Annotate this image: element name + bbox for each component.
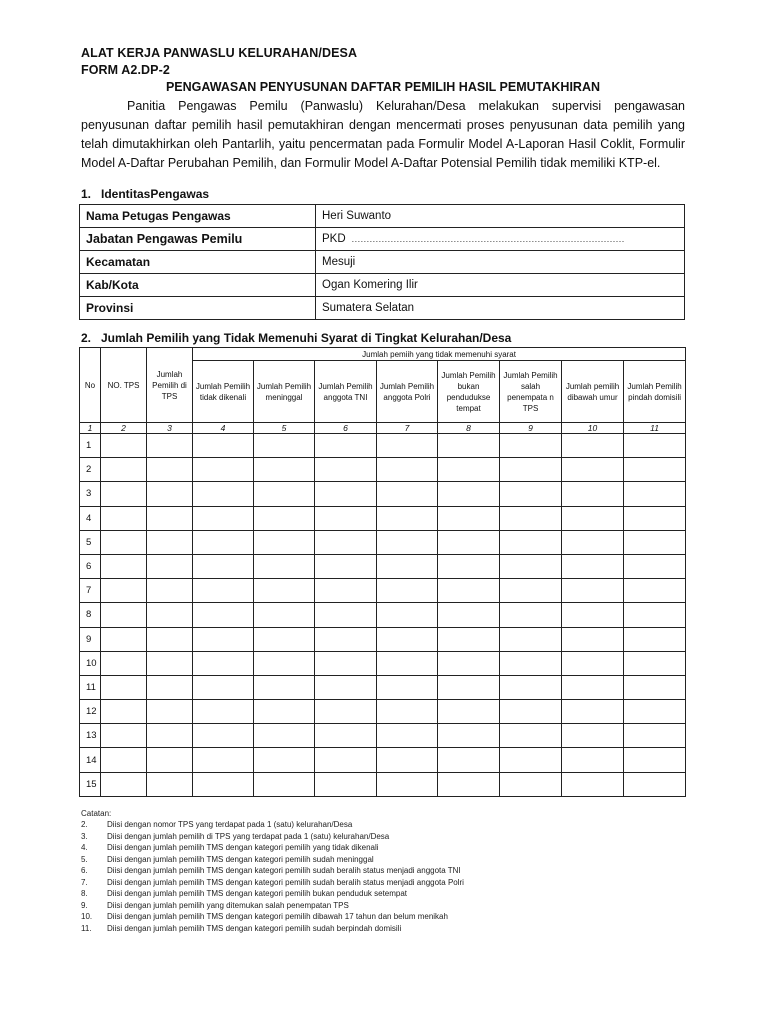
table-cell[interactable]	[147, 748, 193, 772]
table-cell[interactable]	[438, 434, 500, 458]
notes-list	[81, 820, 464, 935]
note-number: 6.	[81, 866, 88, 875]
table-cell[interactable]	[377, 579, 438, 603]
table-cell[interactable]	[438, 724, 500, 748]
row-number: 12	[80, 700, 101, 724]
table-cell[interactable]	[315, 772, 377, 796]
table-cell[interactable]	[193, 748, 254, 772]
col-8-header: Jumlah Pemilih bukan pendudukse tempat	[438, 361, 500, 423]
table-row	[80, 772, 686, 796]
section-2-title: Jumlah Pemilih yang Tidak Memenuhi Syarat di Tingkat Kelurahan/Desa	[101, 331, 512, 345]
tms-header-row-1	[80, 348, 686, 361]
table-cell[interactable]	[500, 675, 562, 699]
table-cell[interactable]	[377, 724, 438, 748]
table-row	[80, 651, 686, 675]
table-cell[interactable]	[562, 434, 624, 458]
row-number: 6	[80, 554, 101, 578]
table-cell[interactable]	[193, 579, 254, 603]
table-cell[interactable]	[438, 603, 500, 627]
table-cell[interactable]	[562, 579, 624, 603]
table-cell[interactable]	[147, 506, 193, 530]
kab-label: Kab/Kota	[80, 274, 316, 297]
table-row	[80, 748, 686, 772]
table-cell[interactable]	[500, 482, 562, 506]
table-cell[interactable]	[377, 675, 438, 699]
col-5-header: Jumlah Pemilih meninggal	[254, 361, 315, 423]
table-cell[interactable]	[438, 772, 500, 796]
table-cell[interactable]	[147, 458, 193, 482]
table-cell[interactable]	[101, 603, 147, 627]
column-index: 9	[500, 423, 562, 434]
table-cell[interactable]	[377, 554, 438, 578]
table-cell[interactable]	[438, 554, 500, 578]
table-row	[80, 579, 686, 603]
table-cell[interactable]	[193, 603, 254, 627]
column-index: 11	[624, 423, 686, 434]
intro-text: Panitia Pengawas Pemilu (Panwaslu) Kelurahan/Desa melakukan supervisi pengawasan penyusunan daftar pemilih hasil pemutakhiran dengan mencermati proses penyusunan data pemilih yang telah dimutakhirkan oleh Pantarlih, yaitu pencermatan pada Formulir Model A-Laporan Hasil Coklit, Formulir Model A-Daftar Perubahan Pemilih, dan Formulir Model A-Daftar Potensial Pemilih tidak memiliki KTP-el.	[81, 99, 685, 170]
table-cell[interactable]	[624, 748, 686, 772]
table-cell[interactable]	[101, 748, 147, 772]
span-header: Jumlah pemiih yang tidak memenuhi syarat	[193, 348, 686, 361]
table-cell[interactable]	[624, 700, 686, 724]
table-row	[80, 603, 686, 627]
table-cell[interactable]	[377, 772, 438, 796]
note-line	[81, 820, 464, 832]
column-index: 3	[147, 423, 193, 434]
nama-label: Nama Petugas Pengawas	[80, 205, 316, 228]
intro-paragraph	[81, 97, 685, 173]
jabatan-dots: ...........................................................................................	[351, 234, 625, 244]
note-line	[81, 866, 464, 878]
note-line	[81, 878, 464, 890]
table-cell[interactable]	[624, 434, 686, 458]
table-cell[interactable]	[500, 627, 562, 651]
note-text: Diisi dengan nomor TPS yang terdapat pada 1 (satu) kelurahan/Desa	[107, 820, 353, 829]
table-cell[interactable]	[377, 458, 438, 482]
column-index-row	[80, 423, 686, 434]
table-cell[interactable]	[624, 579, 686, 603]
table-cell[interactable]	[147, 772, 193, 796]
table-cell[interactable]	[438, 482, 500, 506]
column-index: 10	[562, 423, 624, 434]
table-cell[interactable]	[562, 458, 624, 482]
table-cell[interactable]	[438, 651, 500, 675]
col-tps-header: NO. TPS	[101, 348, 147, 423]
table-cell[interactable]	[147, 675, 193, 699]
row-number: 13	[80, 724, 101, 748]
table-cell[interactable]	[500, 434, 562, 458]
table-cell[interactable]	[315, 434, 377, 458]
identity-row-jabatan	[80, 228, 685, 251]
note-number: 3.	[81, 831, 88, 841]
note-text: Diisi dengan jumlah pemilih TMS dengan kategori pemilih bukan penduduk setempat	[107, 889, 408, 898]
table-cell[interactable]	[147, 700, 193, 724]
table-cell[interactable]	[193, 651, 254, 675]
table-cell[interactable]	[315, 627, 377, 651]
table-cell[interactable]	[624, 675, 686, 699]
table-cell[interactable]	[562, 724, 624, 748]
col-6-header: Jumlah Pemilih anggota TNI	[315, 361, 377, 423]
table-cell[interactable]	[377, 530, 438, 554]
table-cell[interactable]	[101, 724, 147, 748]
table-cell[interactable]	[193, 458, 254, 482]
kecamatan-label: Kecamatan	[80, 251, 316, 274]
table-cell[interactable]	[193, 724, 254, 748]
table-cell[interactable]	[438, 675, 500, 699]
column-index: 8	[438, 423, 500, 434]
table-cell[interactable]	[254, 482, 315, 506]
note-number: 2.	[81, 820, 88, 829]
table-cell[interactable]	[624, 772, 686, 796]
table-cell[interactable]	[101, 458, 147, 482]
table-row	[80, 458, 686, 482]
kab-field[interactable]: Ogan Komering Ilir	[316, 274, 685, 297]
table-cell[interactable]	[438, 748, 500, 772]
table-cell[interactable]	[624, 530, 686, 554]
row-number: 1	[80, 434, 101, 458]
row-number: 10	[80, 651, 101, 675]
jabatan-field[interactable]	[316, 228, 685, 251]
table-cell[interactable]	[562, 627, 624, 651]
note-text: Diisi dengan jumlah pemilih TMS dengan kategori pemilih sudah beralih status menjadi anggota Polri	[107, 877, 464, 887]
identity-row-provinsi	[80, 297, 685, 320]
table-cell[interactable]	[101, 627, 147, 651]
table-cell[interactable]	[500, 748, 562, 772]
table-cell[interactable]	[438, 458, 500, 482]
table-cell[interactable]	[377, 651, 438, 675]
table-cell[interactable]	[254, 772, 315, 796]
notes-title: Catatan:	[81, 809, 112, 818]
table-cell[interactable]	[500, 700, 562, 724]
table-cell[interactable]	[147, 482, 193, 506]
section-2-number: 2.	[81, 331, 92, 345]
identity-row-kab	[80, 274, 685, 297]
note-text: Diisi dengan jumlah pemilih TMS dengan kategori pemilih dibawah 17 tahun dan belum menikah	[107, 912, 448, 921]
table-cell[interactable]	[101, 554, 147, 578]
table-cell[interactable]	[147, 530, 193, 554]
table-cell[interactable]	[315, 603, 377, 627]
table-cell[interactable]	[315, 651, 377, 675]
table-row	[80, 434, 686, 458]
table-cell[interactable]	[101, 700, 147, 724]
jabatan-label: Jabatan Pengawas Pemilu	[80, 228, 316, 251]
table-cell[interactable]	[624, 506, 686, 530]
note-line	[81, 832, 464, 844]
table-cell[interactable]	[315, 482, 377, 506]
table-cell[interactable]	[147, 579, 193, 603]
section-1-number: 1.	[81, 187, 92, 201]
table-cell[interactable]	[377, 700, 438, 724]
provinsi-label: Provinsi	[80, 297, 316, 320]
table-cell[interactable]	[562, 700, 624, 724]
table-cell[interactable]	[624, 627, 686, 651]
table-cell[interactable]	[254, 458, 315, 482]
note-text: Diisi dengan jumlah pemilih TMS dengan kategori pemilih sudah meninggal	[107, 854, 374, 864]
column-index: 5	[254, 423, 315, 434]
table-cell[interactable]	[101, 434, 147, 458]
table-cell[interactable]	[147, 627, 193, 651]
note-number: 11.	[81, 923, 92, 933]
table-cell[interactable]	[193, 482, 254, 506]
table-cell[interactable]	[500, 506, 562, 530]
note-number: 8.	[81, 889, 88, 898]
col-no-header: No	[80, 348, 101, 423]
note-text: Diisi dengan jumlah pemilih yang ditemukan salah penempatan TPS	[107, 900, 349, 910]
table-cell[interactable]	[562, 603, 624, 627]
page-title: PENGAWASAN PENYUSUNAN DAFTAR PEMILIH HASIL PEMUTAKHIRAN	[165, 80, 601, 94]
table-row	[80, 627, 686, 651]
table-cell[interactable]	[624, 482, 686, 506]
row-number: 9	[80, 627, 101, 651]
col-11-header: Jumlah Pemilih pindah domisili	[624, 361, 686, 423]
table-cell[interactable]	[438, 700, 500, 724]
table-cell[interactable]	[438, 506, 500, 530]
table-cell[interactable]	[193, 627, 254, 651]
col-9-header: Jumlah Pemilih salah penempata n TPS	[500, 361, 562, 423]
table-cell[interactable]	[500, 724, 562, 748]
table-cell[interactable]	[254, 434, 315, 458]
col-7-header: Jumlah Pemilih anggota Polri	[377, 361, 438, 423]
table-cell[interactable]	[500, 458, 562, 482]
table-cell[interactable]	[193, 530, 254, 554]
table-cell[interactable]	[101, 482, 147, 506]
section-1-heading	[81, 187, 209, 201]
table-cell[interactable]	[193, 772, 254, 796]
table-cell[interactable]	[315, 748, 377, 772]
row-number: 7	[80, 579, 101, 603]
table-cell[interactable]	[147, 434, 193, 458]
table-cell[interactable]	[101, 506, 147, 530]
col-4-header: Jumlah Pemilih tidak dikenali	[193, 361, 254, 423]
table-row	[80, 675, 686, 699]
table-cell[interactable]	[500, 579, 562, 603]
table-cell[interactable]	[147, 724, 193, 748]
nama-field[interactable]: Heri Suwanto	[316, 205, 685, 228]
table-cell[interactable]	[101, 579, 147, 603]
row-number: 15	[80, 772, 101, 796]
note-line	[81, 924, 464, 936]
table-cell[interactable]	[101, 675, 147, 699]
form-code: FORM A2.DP-2	[81, 63, 170, 77]
table-cell[interactable]	[438, 627, 500, 651]
table-cell[interactable]	[500, 772, 562, 796]
table-cell[interactable]	[193, 554, 254, 578]
notes	[81, 809, 464, 935]
table-cell[interactable]	[624, 603, 686, 627]
table-row	[80, 724, 686, 748]
table-cell[interactable]	[254, 724, 315, 748]
note-number: 9.	[81, 900, 88, 910]
column-index: 7	[377, 423, 438, 434]
table-cell[interactable]	[562, 530, 624, 554]
table-cell[interactable]	[254, 651, 315, 675]
table-cell[interactable]	[562, 748, 624, 772]
table-cell[interactable]	[315, 530, 377, 554]
note-text: Diisi dengan jumlah pemilih di TPS yang terdapat pada 1 (satu) kelurahan/Desa	[107, 831, 390, 841]
section-2-heading	[81, 331, 511, 345]
note-line	[81, 855, 464, 867]
table-cell[interactable]	[254, 554, 315, 578]
note-number: 10.	[81, 912, 93, 921]
table-cell[interactable]	[193, 675, 254, 699]
provinsi-field[interactable]: Sumatera Selatan	[316, 297, 685, 320]
table-cell[interactable]	[377, 506, 438, 530]
table-cell[interactable]	[101, 530, 147, 554]
kecamatan-field[interactable]: Mesuji	[316, 251, 685, 274]
note-number: 5.	[81, 854, 88, 864]
row-number: 2	[80, 458, 101, 482]
note-line	[81, 901, 464, 913]
identity-table	[79, 204, 685, 320]
tms-table	[79, 347, 686, 797]
table-cell[interactable]	[500, 554, 562, 578]
table-cell[interactable]	[562, 772, 624, 796]
table-cell[interactable]	[624, 458, 686, 482]
table-row	[80, 506, 686, 530]
table-cell[interactable]	[377, 482, 438, 506]
header-line-1: ALAT KERJA PANWASLU KELURAHAN/DESA	[81, 46, 358, 60]
section-1-title: IdentitasPengawas	[101, 187, 210, 201]
table-cell[interactable]	[315, 675, 377, 699]
column-index: 2	[101, 423, 147, 434]
table-cell[interactable]	[500, 651, 562, 675]
note-number: 4.	[81, 843, 88, 852]
table-cell[interactable]	[377, 748, 438, 772]
table-cell[interactable]	[315, 579, 377, 603]
table-cell[interactable]	[562, 482, 624, 506]
table-cell[interactable]	[254, 506, 315, 530]
table-cell[interactable]	[315, 554, 377, 578]
table-cell[interactable]	[147, 651, 193, 675]
table-row	[80, 482, 686, 506]
row-number: 5	[80, 530, 101, 554]
table-cell[interactable]	[254, 530, 315, 554]
col-10-header: Jumlah pemilih dibawah umur	[562, 361, 624, 423]
table-cell[interactable]	[377, 603, 438, 627]
column-index: 4	[193, 423, 254, 434]
table-cell[interactable]	[500, 603, 562, 627]
col-jumlah-header: Jumlah Pemilih di TPS	[147, 348, 193, 423]
table-cell[interactable]	[254, 748, 315, 772]
table-cell[interactable]	[438, 579, 500, 603]
table-cell[interactable]	[624, 724, 686, 748]
table-row	[80, 700, 686, 724]
note-line	[81, 912, 464, 924]
table-cell[interactable]	[438, 530, 500, 554]
table-cell[interactable]	[315, 700, 377, 724]
note-line	[81, 843, 464, 855]
table-cell[interactable]	[147, 554, 193, 578]
table-cell[interactable]	[101, 772, 147, 796]
note-text: Diisi dengan jumlah pemilih TMS dengan kategori pemilih sudah beralih status menjadi anggota TNI	[107, 866, 461, 875]
note-text: Diisi dengan jumlah pemilih TMS dengan kategori pemilih sudah berpindah domisili	[107, 923, 402, 933]
table-cell[interactable]	[254, 675, 315, 699]
row-number: 3	[80, 482, 101, 506]
table-cell[interactable]	[377, 627, 438, 651]
table-cell[interactable]	[254, 603, 315, 627]
table-cell[interactable]	[315, 506, 377, 530]
table-cell[interactable]	[101, 651, 147, 675]
column-index: 1	[80, 423, 101, 434]
note-text: Diisi dengan jumlah pemilih TMS dengan kategori pemilih yang tidak dikenali	[107, 843, 379, 852]
table-cell[interactable]	[624, 651, 686, 675]
table-cell[interactable]	[254, 579, 315, 603]
table-cell[interactable]	[254, 700, 315, 724]
table-cell[interactable]	[147, 603, 193, 627]
note-line	[81, 889, 464, 901]
table-cell[interactable]	[562, 506, 624, 530]
table-cell[interactable]	[315, 458, 377, 482]
table-cell[interactable]	[562, 651, 624, 675]
table-row	[80, 554, 686, 578]
table-cell[interactable]	[193, 700, 254, 724]
table-cell[interactable]	[254, 627, 315, 651]
table-cell[interactable]	[500, 530, 562, 554]
table-cell[interactable]	[193, 434, 254, 458]
table-row	[80, 530, 686, 554]
row-number: 8	[80, 603, 101, 627]
identity-row-kecamatan	[80, 251, 685, 274]
table-cell[interactable]	[377, 434, 438, 458]
jabatan-value: PKD	[322, 233, 346, 245]
table-cell[interactable]	[624, 554, 686, 578]
row-number: 4	[80, 506, 101, 530]
note-number: 7.	[81, 877, 88, 887]
row-number: 14	[80, 748, 101, 772]
identity-row-nama	[80, 205, 685, 228]
table-cell[interactable]	[193, 506, 254, 530]
tms-table-body	[80, 434, 686, 797]
row-number: 11	[80, 675, 101, 699]
table-cell[interactable]	[562, 554, 624, 578]
table-cell[interactable]	[315, 724, 377, 748]
table-cell[interactable]	[562, 675, 624, 699]
column-index: 6	[315, 423, 377, 434]
